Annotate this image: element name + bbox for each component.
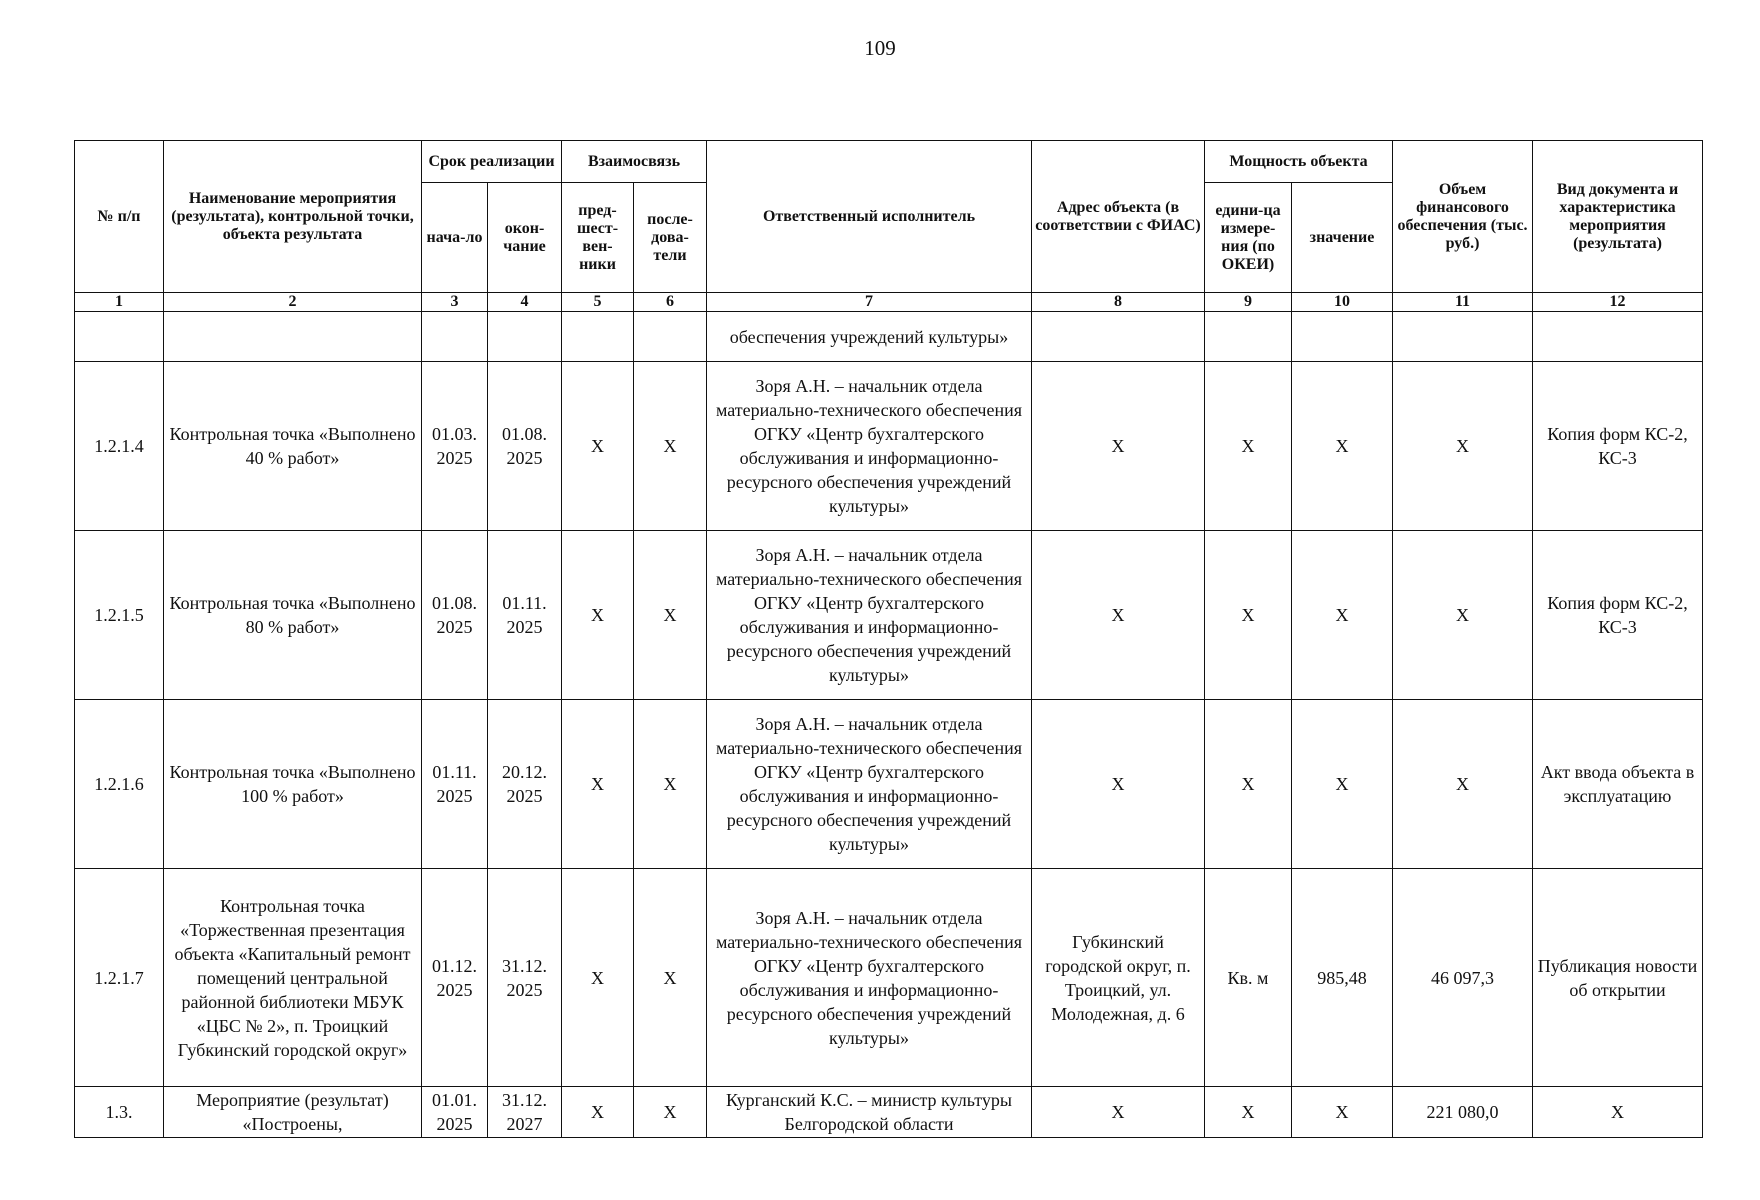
cell-prev: Х	[562, 531, 634, 700]
cell-name: Контрольная точка «Выполнено 80 % работ»	[164, 531, 422, 700]
cell-empty	[75, 312, 164, 362]
column-number: 6	[634, 293, 707, 312]
cell-empty	[562, 312, 634, 362]
header-period-end: окон-чание	[488, 183, 562, 293]
header-link: Взаимосвязь	[562, 141, 707, 183]
cell-end: 31.12. 2027	[488, 1087, 562, 1138]
header-address: Адрес объекта (в соответствии с ФИАС)	[1032, 141, 1205, 293]
header-responsible: Ответственный исполнитель	[707, 141, 1032, 293]
cell-value: Х	[1292, 700, 1393, 869]
table-row	[75, 362, 1703, 531]
cell-responsible: Зоря А.Н. – начальник отдела материально-технического обеспечения ОГКУ «Центр бухгалтерского обслуживания и информационно-ресурсного обеспечения учреждений культуры»	[707, 362, 1032, 531]
cell-unit: Кв. м	[1205, 869, 1292, 1087]
column-number: 1	[75, 293, 164, 312]
cell-end: 20.12. 2025	[488, 700, 562, 869]
cell-name: Контрольная точка «Торжественная презентация объекта «Капитальный ремонт помещений центральной районной библиотеки МБУК «ЦБС № 2», п. Троицкий Губкинский городской округ»	[164, 869, 422, 1087]
cell-empty	[1393, 312, 1533, 362]
header-link-next: после-дова-тели	[634, 183, 707, 293]
cell-num: 1.2.1.4	[75, 362, 164, 531]
cell-unit: Х	[1205, 700, 1292, 869]
cell-start: 01.11. 2025	[422, 700, 488, 869]
cell-address: Губкинский городской округ, п. Троицкий, ул. Молодежная, д. 6	[1032, 869, 1205, 1087]
header-num: № п/п	[75, 141, 164, 293]
cell-value: 985,48	[1292, 869, 1393, 1087]
cell-start: 01.03. 2025	[422, 362, 488, 531]
cell-unit: Х	[1205, 531, 1292, 700]
cell-doc: Копия форм КС-2, КС-3	[1533, 531, 1703, 700]
cell-responsible: обеспечения учреждений культуры»	[707, 312, 1032, 362]
header-finance: Объем финансового обеспечения (тыс. руб.)	[1393, 141, 1533, 293]
cell-unit: Х	[1205, 1087, 1292, 1138]
activities-table	[74, 140, 1703, 1138]
cell-doc: Публикация новости об открытии	[1533, 869, 1703, 1087]
cell-address: Х	[1032, 700, 1205, 869]
cell-prev: Х	[562, 362, 634, 531]
header-period: Срок реализации	[422, 141, 562, 183]
cell-address: Х	[1032, 362, 1205, 531]
cell-empty	[164, 312, 422, 362]
cell-finance: 46 097,3	[1393, 869, 1533, 1087]
page-number: 109	[864, 36, 896, 60]
cell-value: Х	[1292, 531, 1393, 700]
cell-unit: Х	[1205, 362, 1292, 531]
cell-address: Х	[1032, 531, 1205, 700]
cell-value: Х	[1292, 362, 1393, 531]
column-number: 9	[1205, 293, 1292, 312]
cell-empty	[1205, 312, 1292, 362]
header-row	[75, 141, 1703, 183]
cell-prev: Х	[562, 700, 634, 869]
cell-next: Х	[634, 1087, 707, 1138]
cell-empty	[1292, 312, 1393, 362]
cell-responsible: Зоря А.Н. – начальник отдела материально-технического обеспечения ОГКУ «Центр бухгалтерского обслуживания и информационно-ресурсного обеспечения учреждений культуры»	[707, 531, 1032, 700]
column-number: 4	[488, 293, 562, 312]
cell-empty	[422, 312, 488, 362]
cell-next: Х	[634, 531, 707, 700]
header-link-prev: пред-шест-вен-ники	[562, 183, 634, 293]
cell-name: Мероприятие (результат) «Построены,	[164, 1087, 422, 1138]
column-number: 2	[164, 293, 422, 312]
cell-value: Х	[1292, 1087, 1393, 1138]
column-number: 7	[707, 293, 1032, 312]
column-number: 3	[422, 293, 488, 312]
cell-name: Контрольная точка «Выполнено 100 % работ»	[164, 700, 422, 869]
cell-finance: Х	[1393, 700, 1533, 869]
header-name: Наименование мероприятия (результата), контрольной точки, объекта результата	[164, 141, 422, 293]
column-numbers-row	[75, 293, 1703, 312]
cell-responsible: Зоря А.Н. – начальник отдела материально-технического обеспечения ОГКУ «Центр бухгалтерского обслуживания и информационно-ресурсного обеспечения учреждений культуры»	[707, 869, 1032, 1087]
header-period-start: нача-ло	[422, 183, 488, 293]
cell-doc: Копия форм КС-2, КС-3	[1533, 362, 1703, 531]
column-number: 11	[1393, 293, 1533, 312]
cell-prev: Х	[562, 869, 634, 1087]
header-capacity-unit: едини-ца измере-ния (по ОКЕИ)	[1205, 183, 1292, 293]
cell-empty	[1032, 312, 1205, 362]
cell-start: 01.12. 2025	[422, 869, 488, 1087]
cell-finance: 221 080,0	[1393, 1087, 1533, 1138]
cell-end: 01.08. 2025	[488, 362, 562, 531]
cell-empty	[1533, 312, 1703, 362]
cell-finance: Х	[1393, 362, 1533, 531]
table-row	[75, 700, 1703, 869]
column-number: 12	[1533, 293, 1703, 312]
cell-num: 1.3.	[75, 1087, 164, 1138]
cell-address: Х	[1032, 1087, 1205, 1138]
column-number: 8	[1032, 293, 1205, 312]
cell-next: Х	[634, 869, 707, 1087]
cell-responsible: Зоря А.Н. – начальник отдела материально-технического обеспечения ОГКУ «Центр бухгалтерского обслуживания и информационно-ресурсного обеспечения учреждений культуры»	[707, 700, 1032, 869]
header-capacity-value: значение	[1292, 183, 1393, 293]
header-doc: Вид документа и характеристика мероприятия (результата)	[1533, 141, 1703, 293]
cell-next: Х	[634, 362, 707, 531]
table-row	[75, 1087, 1703, 1138]
table-row	[75, 869, 1703, 1087]
cell-prev: Х	[562, 1087, 634, 1138]
cell-empty	[488, 312, 562, 362]
continuation-row	[75, 312, 1703, 362]
cell-name: Контрольная точка «Выполнено 40 % работ»	[164, 362, 422, 531]
column-number: 10	[1292, 293, 1393, 312]
cell-num: 1.2.1.5	[75, 531, 164, 700]
cell-empty	[634, 312, 707, 362]
table-row	[75, 531, 1703, 700]
cell-doc: Акт ввода объекта в эксплуатацию	[1533, 700, 1703, 869]
cell-num: 1.2.1.6	[75, 700, 164, 869]
cell-num: 1.2.1.7	[75, 869, 164, 1087]
cell-start: 01.01. 2025	[422, 1087, 488, 1138]
cell-next: Х	[634, 700, 707, 869]
cell-doc: Х	[1533, 1087, 1703, 1138]
cell-end: 31.12. 2025	[488, 869, 562, 1087]
header-capacity: Мощность объекта	[1205, 141, 1393, 183]
cell-start: 01.08. 2025	[422, 531, 488, 700]
column-number: 5	[562, 293, 634, 312]
cell-responsible: Курганский К.С. – министр культуры Белгородской области	[707, 1087, 1032, 1138]
cell-finance: Х	[1393, 531, 1533, 700]
cell-end: 01.11. 2025	[488, 531, 562, 700]
